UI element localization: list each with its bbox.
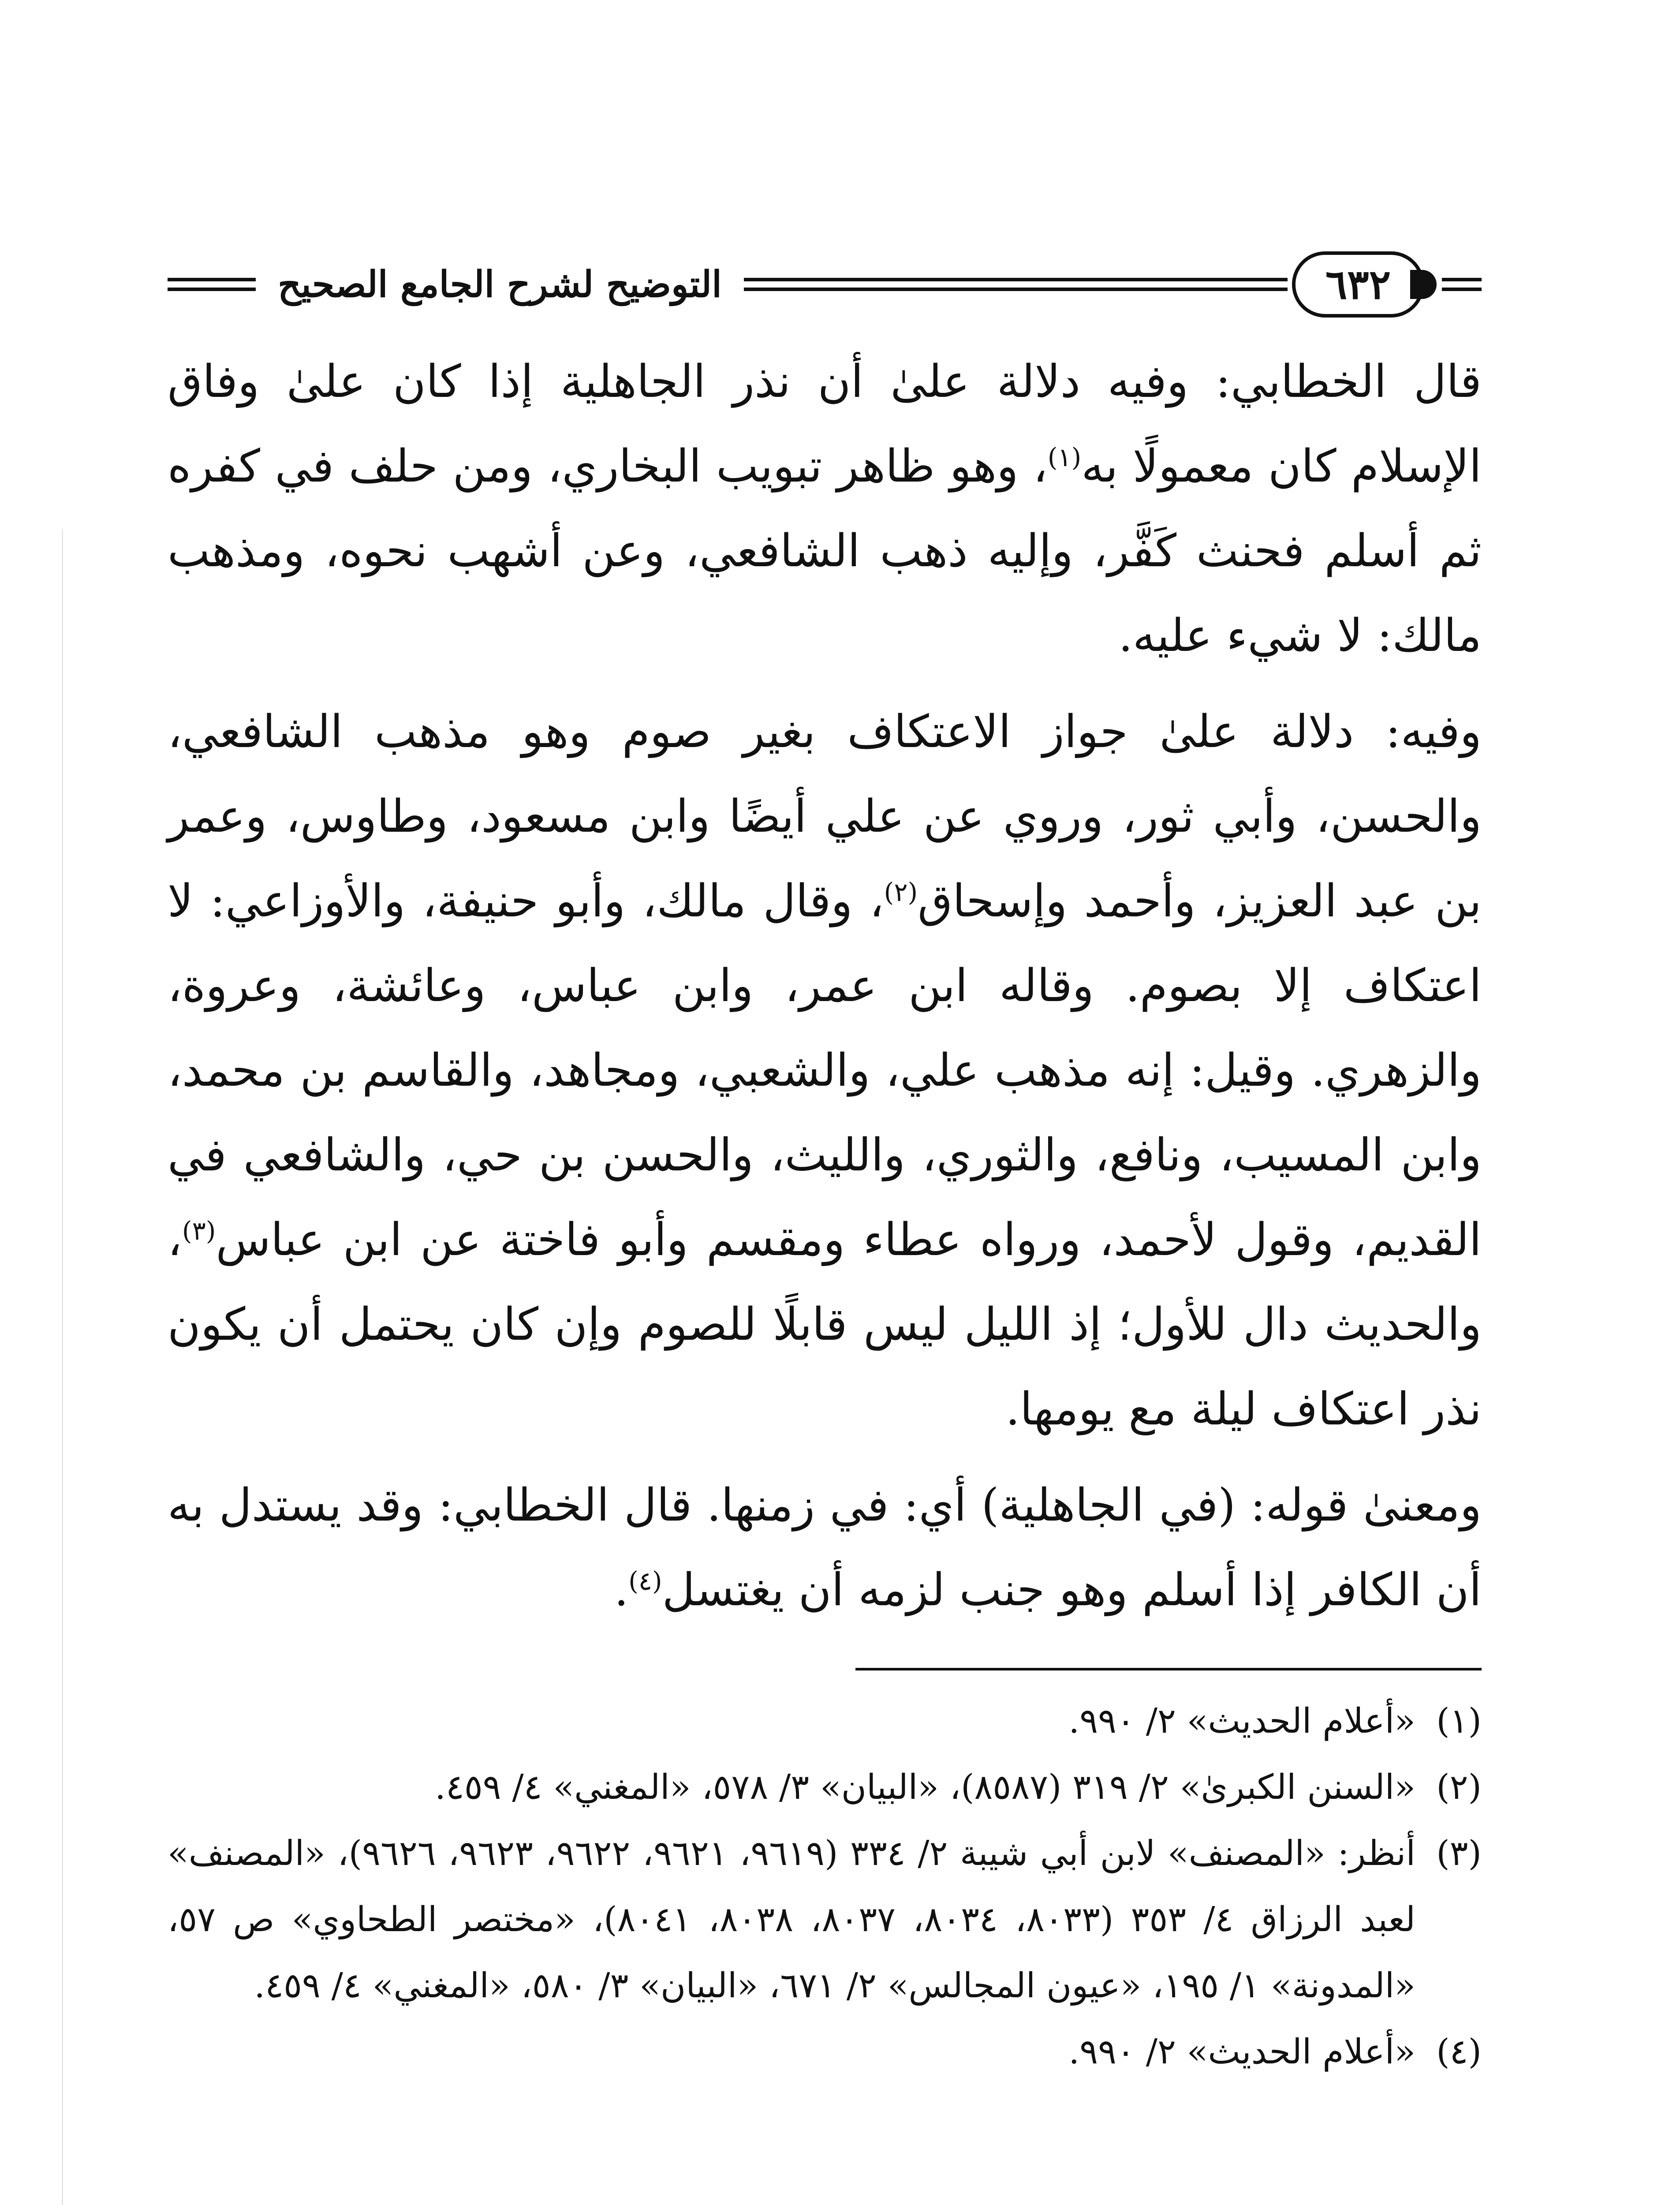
- footnote-number: (٣): [1436, 1834, 1482, 1873]
- footnote-ref-1[interactable]: (١): [1047, 442, 1082, 472]
- paragraph-3-text-b: .: [614, 1564, 629, 1616]
- footnote-2: [168, 1754, 1482, 1820]
- footnote-text: «السنن الكبرىٰ» ٢/ ٣١٩ (٨٥٨٧)، «البيان» ٣/ ٥٧٨، «المغني» ٤/ ٤٥٩.: [435, 1768, 1415, 1807]
- paragraph-3-text-a: ومعنىٰ قوله: (في الجاهلية) أي: في زمنها. قال الخطابي: وقد يستدل به أن الكافر إذا أسلم وهو جنب لزمه أن يغتسل: [168, 1479, 1482, 1616]
- header-rule-middle: [744, 278, 1288, 291]
- paragraph-1-text-b: ، وهو ظاهر تبويب البخاري، ومن حلف في كفره ثم أسلم فحنث كَفَّر، وإليه ذهب الشافعي، وعن أشهب نحوه، ومذهب مالك: لا شيء عليه.: [168, 440, 1482, 662]
- footnote-4: [168, 2019, 1482, 2085]
- footnote-separator: [855, 1668, 1482, 1671]
- paragraph-2-text-a: وفيه: دلالة علىٰ جواز الاعتكاف بغير صوم وهو مذهب الشافعي، والحسن، وأبي ثور، وروي عن علي أيضًا وابن مسعود، وطاوس، وعمر بن عبد العزيز، وأحمد وإسحاق: [168, 706, 1482, 927]
- paragraph-2-text-c: ، والحديث دال للأول؛ إذ الليل ليس قابلًا للصوم وإن كان يحتمل أن يكون نذر اعتكاف ليلة مع يومها.: [168, 1214, 1482, 1435]
- scan-edge-line: [62, 529, 63, 2205]
- page-number: ٦٣٢: [1325, 261, 1391, 308]
- footnote-text: أنظر: «المصنف» لابن أبي شيبة ٢/ ٣٣٤ (٩٦١٩، ٩٦٢١، ٩٦٢٢، ٩٦٢٣، ٩٦٢٦)، «المصنف» لعبد الرزاق ٤/ ٣٥٣ (٨٠٣٣، ٨٠٣٤، ٨٠٣٧، ٨٠٣٨، ٨٠٤١)، «مختصر الطحاوي» ص ٥٧، «المدونة» ١/ ١٩٥، «عيون المجالس» ٢/ ٦٧١، «البيان» ٣/ ٥٨٠، «المغني» ٤/ ٤٥٩.: [168, 1834, 1416, 2006]
- header-rule-left: [168, 278, 256, 291]
- paragraph-2: [168, 690, 1482, 1452]
- paragraph-1-text-a: قال الخطابي: وفيه دلالة علىٰ أن نذر الجاهلية إذا كان علىٰ وفاق الإسلام كان معمولًا به: [168, 355, 1482, 493]
- footnote-text: «أعلام الحديث» ٢/ ٩٩٠.: [1068, 1701, 1415, 1741]
- book-page: [168, 247, 1482, 2085]
- footnote-number: (٢): [1436, 1768, 1482, 1807]
- footnote-1: [168, 1688, 1482, 1754]
- paragraph-2-text-b: ، وقال مالك، وأبو حنيفة، والأوزاعي: لا اعتكاف إلا بصوم. وقاله ابن عمر، وابن عباس، وعائشة، وعروة، والزهري. وقيل: إنه مذهب علي، والشعبي، ومجاهد، والقاسم بن محمد، وابن المسيب، ونافع، والثوري، والليث، والحسن بن حي، والشافعي في القديم، وقول لأحمد، ورواه عطاء ومقسم وأبو فاختة عن ابن عباس: [168, 875, 1482, 1266]
- header-rule-right: [1442, 278, 1482, 291]
- page-header: [168, 247, 1482, 322]
- footnote-number: (٤): [1436, 2032, 1482, 2072]
- page-number-badge: [1292, 251, 1424, 318]
- footnote-text: «أعلام الحديث» ٢/ ٩٩٠.: [1068, 2032, 1415, 2072]
- running-title: التوضيح لشرح الجامع الصحيح: [278, 263, 722, 306]
- footnote-3: [168, 1820, 1482, 2019]
- paragraph-1: [168, 340, 1482, 678]
- paragraph-3: [168, 1463, 1482, 1633]
- footnote-number: (١): [1436, 1701, 1482, 1741]
- footnote-ref-4[interactable]: (٤): [628, 1566, 662, 1596]
- footnote-ref-3[interactable]: (٣): [182, 1216, 216, 1246]
- footnotes: [168, 1688, 1482, 2085]
- footnote-ref-2[interactable]: (٢): [884, 877, 918, 907]
- main-text: [168, 340, 1482, 1633]
